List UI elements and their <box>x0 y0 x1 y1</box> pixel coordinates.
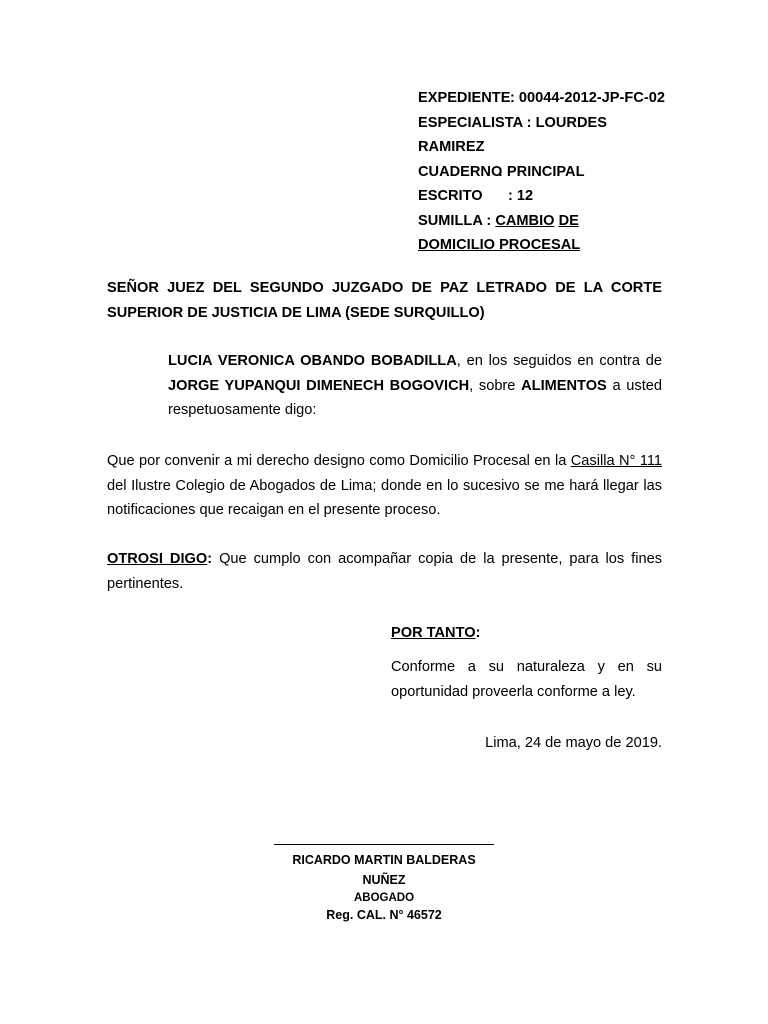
addressee-heading: SEÑOR JUEZ DEL SEGUNDO JUZGADO DE PAZ LETRADO DE LA CORTE SUPERIOR DE JUSTICIA DE LIMA (SEDE SURQUILLO) <box>107 280 662 321</box>
cuaderno-row <box>418 160 662 185</box>
sumilla-value-line-2: DOMICILIO PROCESAL <box>418 237 581 253</box>
sumilla-word-1: CAMBIO <box>495 212 555 229</box>
expediente-label: EXPEDIENTE <box>418 90 511 106</box>
cuaderno-value: : PRINCIPAL <box>498 163 585 180</box>
conforme-paragraph: Conforme a su naturaleza y en su oportunidad proveerla conforme a ley. <box>391 659 662 700</box>
domicile-paragraph <box>107 449 662 523</box>
por-tanto-heading <box>391 621 480 645</box>
text-run: Que por convenir a mi derecho designo como Domicilio Procesal en la <box>107 453 571 469</box>
por-tanto-label: POR TANTO <box>391 625 476 641</box>
especialista-row <box>418 111 662 136</box>
escrito-value: : 12 <box>508 188 534 204</box>
text-run: del Ilustre Colegio de Abogados de Lima; donde en lo sucesivo se me hará llegar las notificaciones que recaigan en el presente proceso. <box>107 477 662 518</box>
signer-title: ABOGADO <box>353 892 415 904</box>
text-run: a usted respetuosamente digo: <box>168 377 662 418</box>
date-line: Lima, 24 de mayo de 2019. <box>485 735 662 751</box>
signer-name: RICARDO MARTIN BALDERAS NUÑEZ <box>292 853 476 887</box>
especialista-value-first: LOURDES <box>535 114 607 131</box>
expediente-value: : 00044-2012-JP-FC-02 <box>510 90 665 106</box>
especialista-separator: : <box>526 114 532 131</box>
especialista-value-second: RAMIREZ <box>418 139 485 155</box>
escrito-row <box>418 184 662 209</box>
escrito-label: ESCRITO <box>418 188 483 204</box>
text-run: Casilla N° 111 <box>570 453 662 469</box>
sumilla-word-2: DE <box>558 212 579 229</box>
text-run: JORGE YUPANQUI DIMENECH BOGOVICH <box>168 377 470 394</box>
signer-registration: Reg. CAL. N° 46572 <box>326 908 442 922</box>
sumilla-row <box>418 209 662 234</box>
text-run: Que cumplo con acompañar copia de la presente, para los fines pertinentes. <box>107 551 662 592</box>
expediente-row <box>418 86 665 111</box>
intro-paragraph <box>168 349 662 423</box>
text-run: ALIMENTOS <box>521 377 607 394</box>
sumilla-separator: : <box>486 212 492 229</box>
signature-block <box>270 832 498 925</box>
text-run: , sobre <box>469 377 522 394</box>
text-run: : <box>207 551 213 567</box>
text-run: OTROSI DIGO <box>107 551 208 567</box>
especialista-label: ESPECIALISTA <box>418 114 523 131</box>
case-header <box>418 86 665 258</box>
cuaderno-label: CUADERNO <box>418 163 503 180</box>
text-run: , en los seguidos en contra de <box>456 353 662 369</box>
otrosi-paragraph <box>107 547 662 596</box>
sumilla-line-2 <box>418 233 662 258</box>
por-tanto-colon: : <box>475 625 481 641</box>
signature-line <box>274 832 494 845</box>
text-run: LUCIA VERONICA OBANDO BOBADILLA <box>168 353 457 369</box>
sumilla-label: SUMILLA <box>418 212 483 229</box>
